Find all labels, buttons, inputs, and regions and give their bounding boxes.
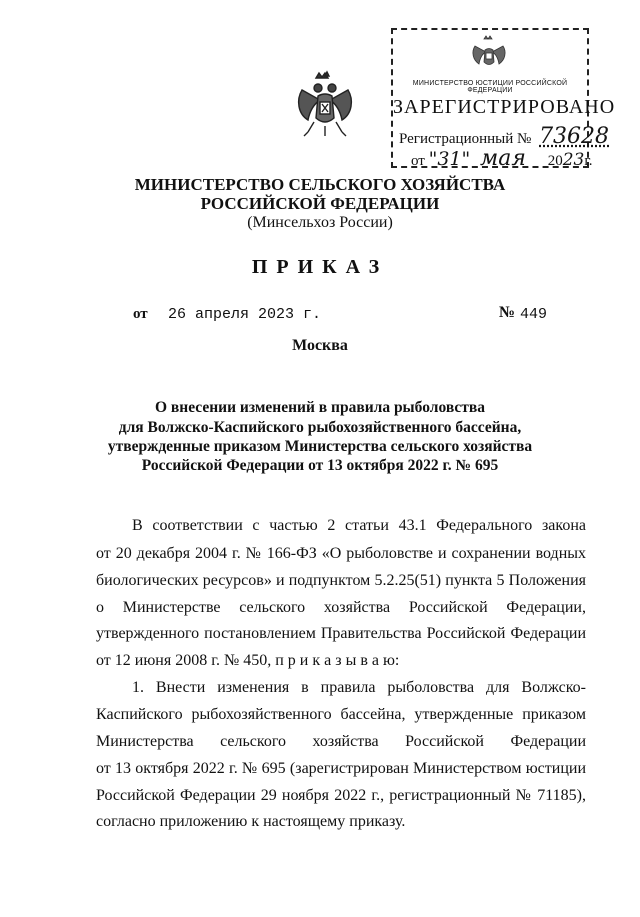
city: Москва [292, 337, 348, 354]
stamp-year-suffix: г. [584, 153, 593, 169]
body-line: от 12 июня 2008 г. № 450, п р и к а з ы в а ю: [96, 652, 400, 669]
title-line: для Волжско-Каспийского рыбохозяйственного бассейна, [118, 419, 522, 436]
stamp-reg-number: 73628 [539, 124, 610, 149]
body-line: В соответствии с частью 2 статьи 43.1 Федерального закона [132, 517, 586, 534]
stamp-reg-label: Регистрационный № [399, 131, 532, 147]
stamp-year-hand: 23 [562, 150, 585, 170]
number-label: № [499, 304, 516, 321]
stamp-year-prefix: 20 [547, 153, 563, 169]
stamp-ministry: МИНИСТЕРСТВО ЮСТИЦИИ РОССИЙСКОЙ ФЕДЕРАЦИИ [412, 80, 568, 94]
body-line: согласно приложению к настоящему приказу. [96, 813, 406, 830]
title-line: утвержденные приказом Министерства сельского хозяйства [107, 438, 533, 455]
document-type: ПРИКАЗ [251, 256, 389, 278]
ministry-name-line1: МИНИСТЕРСТВО СЕЛЬСКОГО ХОЗЯЙСТВА [134, 175, 506, 194]
title-line: О внесении изменений в правила рыболовства [155, 399, 485, 416]
stamp-emblem-icon [471, 34, 507, 74]
body-line: о Министерстве сельского хозяйства Российской Федерации, [96, 599, 586, 616]
date-label: от [133, 306, 148, 322]
ministry-short-name: (Минсельхоз России) [247, 214, 393, 231]
ministry-name-line2: РОССИЙСКОЙ ФЕДЕРАЦИИ [200, 194, 440, 213]
body-line: Министерства сельского хозяйства Российской Федерации [96, 733, 586, 750]
date-value: 26 апреля 2023 г. [168, 306, 322, 323]
title-line: Российской Федерации от 13 октября 2022 г. № 695 [141, 457, 499, 474]
body-line: от 20 декабря 2004 г. № 166-ФЗ «О рыболовстве и сохранении водных [96, 545, 586, 562]
stamp-registered: ЗАРЕГИСТРИРОВАНО [393, 96, 616, 118]
body-line: биологических ресурсов» и подпунктом 5.2.25(51) пункта 5 Положения [96, 572, 586, 589]
body-line: Каспийского рыбохозяйственного бассейна, утвержденные приказом [96, 706, 586, 723]
number-value: 449 [520, 306, 548, 323]
body-line: Российской Федерации 29 ноября 2022 г., регистрационный № 71185), [96, 787, 586, 804]
stamp-date-prefix: от [411, 153, 425, 169]
stamp-date-line [411, 146, 593, 171]
body-line: от 13 октября 2022 г. № 695 (зарегистрирован Министерством юстиции [96, 760, 586, 777]
registration-stamp [391, 28, 616, 171]
stamp-date-day: "31" [428, 148, 471, 170]
stamp-date-month: мая [480, 146, 526, 171]
coat-of-arms-icon [294, 70, 356, 140]
body-line: утвержденного постановлением Правительства Российской Федерации [96, 625, 586, 642]
body-line: 1. Внести изменения в правила рыболовства для Волжско- [132, 679, 586, 696]
